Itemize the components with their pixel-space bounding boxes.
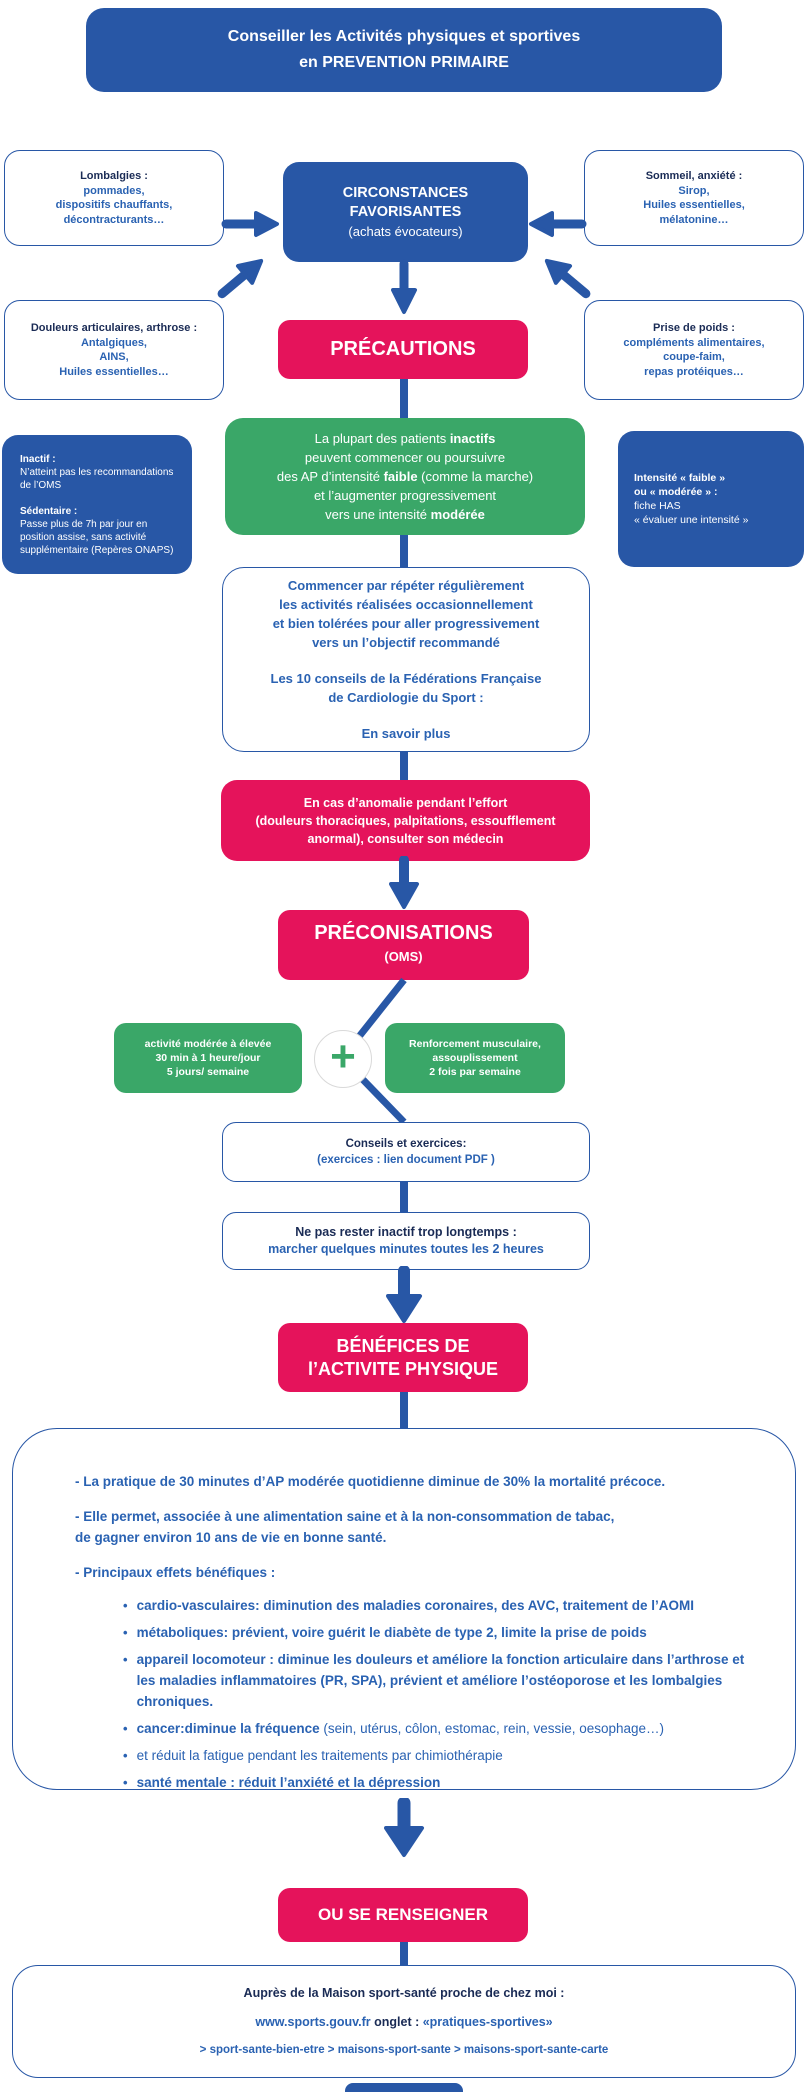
- arrow-left-sommeil-icon: [524, 207, 588, 241]
- arrow-right-lombalgies-icon: [220, 207, 284, 241]
- preconisations-title: PRÉCONISATIONS: [314, 922, 493, 944]
- benefices-p3: - Principaux effets bénéfiques :: [75, 1565, 276, 1580]
- douleurs-line: AINS,: [99, 351, 129, 363]
- lombalgies-box: [4, 150, 224, 246]
- arrow-down-benefices-icon: [378, 1266, 430, 1326]
- green-main-line3: des AP d’intensité faible (comme la marche): [276, 469, 534, 484]
- activite-line2: 30 min à 1 heure/jour: [155, 1052, 261, 1064]
- renforcement-line2: assouplissement: [432, 1052, 518, 1064]
- anomalie-line1: En cas d’anomalie pendant l’effort: [303, 795, 508, 810]
- commencer-line1: Commencer par répéter régulièrement: [287, 578, 525, 593]
- nepas-rester-box: [222, 1212, 590, 1270]
- bullet-cardio: • cardio-vasculaires: diminution des maladies coronaires, des AVC, traitement de l’AOMI: [123, 1598, 694, 1613]
- en-savoir-plus-link[interactable]: En savoir plus: [361, 726, 451, 741]
- benefices-bullet-list: [75, 1595, 755, 1799]
- maison-breadcrumb: > sport-sante-bien-etre > maisons-sport-sante > maisons-sport-sante-carte: [199, 2044, 609, 2056]
- precautions-box: [278, 320, 528, 379]
- intensite-definition-box: [618, 431, 804, 567]
- maison-sport-sante-box: [12, 1965, 796, 2078]
- commencer-line3: et bien tolérées pour aller progressivement: [272, 616, 540, 631]
- benefices-detail-box: [12, 1428, 796, 1790]
- plus-sign: +: [330, 1031, 356, 1081]
- bullet-metabolique: • métaboliques: prévient, voire guérit le diabète de type 2, limite la prise de poids: [123, 1625, 647, 1640]
- bullet-sante-mentale: • santé mentale : réduit l’anxiété et la dépression: [123, 1775, 441, 1790]
- commencer-box: [222, 567, 590, 752]
- anomalie-box: [221, 780, 590, 861]
- arrow-diagonal-poids-icon: [532, 248, 602, 306]
- green-main-line4: et l’augmenter progressivement: [313, 488, 497, 503]
- douleurs-heading: Douleurs articulaires, arthrose :: [30, 322, 198, 334]
- connector-renseigner-maison: [400, 1942, 408, 1965]
- plus-icon: [314, 1030, 372, 1088]
- bullet-locomoteur: • appareil locomoteur : diminue les douleurs et améliore la fonction articulaire dans l’arthrose et les maladies inflammatoires (PR, SPA), prévient et améliore l’ostéoporose et les lombalgies chroniques.: [123, 1652, 745, 1709]
- intensite-ref1: fiche HAS: [634, 500, 681, 512]
- circonstances-box: [283, 162, 528, 262]
- inactif-definition-box: [2, 435, 192, 574]
- poids-line: compléments alimentaires,: [623, 336, 765, 349]
- maison-line2: www.sports.gouv.fr onglet : «pratiques-sportives»: [255, 2015, 553, 2029]
- activite-moderee-box: [114, 1023, 302, 1093]
- patients-inactifs-box: [225, 418, 585, 535]
- connector-commencer-anomalie: [400, 752, 408, 780]
- douleurs-box: [4, 300, 224, 400]
- title-line2: en PREVENTION PRIMAIRE: [299, 54, 509, 71]
- preconisations-box: [278, 910, 529, 980]
- bullet-fatigue: • et réduit la fatigue pendant les traitements par chimiothérapie: [123, 1748, 503, 1763]
- pratiques-sportives-label: «pratiques-sportives»: [422, 2015, 553, 2029]
- anomalie-line3: anormal), consulter son médecin: [307, 831, 504, 846]
- renforcement-box: [385, 1023, 565, 1093]
- connector-benefices-detail: [400, 1392, 408, 1428]
- bottom-cutoff-box: [345, 2083, 463, 2092]
- benefices-title-line1: BÉNÉFICES DE: [336, 1335, 470, 1356]
- nepas-line1: Ne pas rester inactif trop longtemps :: [295, 1225, 517, 1239]
- conseils-exercices-box: [222, 1122, 590, 1182]
- poids-line: repas protéiques…: [644, 365, 744, 378]
- nepas-line2: marcher quelques minutes toutes les 2 heures: [268, 1242, 544, 1256]
- arrow-down-renseigner-icon: [376, 1798, 432, 1860]
- anomalie-line2: (douleurs thoraciques, palpitations, essoufflement: [255, 813, 556, 828]
- bullet-cancer: • cancer:diminue la fréquence (sein, utérus, côlon, estomac, rein, vessie, oesophage…): [123, 1721, 665, 1736]
- intensite-ref2: « évaluer une intensité »: [634, 514, 749, 526]
- lombalgies-line: dispositifs chauffants,: [55, 199, 173, 211]
- green-main-line2: peuvent commencer ou poursuivre: [304, 450, 506, 465]
- poids-heading: Prise de poids :: [653, 322, 735, 334]
- lombalgies-heading: Lombalgies :: [80, 170, 148, 182]
- sommeil-line: Huiles essentielles,: [643, 199, 745, 211]
- douleurs-line: Antalgiques,: [80, 336, 147, 349]
- renforcement-line3: 2 fois par semaine: [429, 1066, 521, 1078]
- commencer-line4: vers un l’objectif recommandé: [312, 635, 500, 650]
- poids-box: [584, 300, 804, 400]
- precautions-label: PRÉCAUTIONS: [330, 338, 476, 360]
- renforcement-line1: Renforcement musculaire,: [409, 1038, 541, 1050]
- benefices-p2-line2: de gagner environ 10 ans de vie en bonne santé.: [75, 1530, 387, 1545]
- green-main-line5: vers une intensité modérée: [325, 507, 485, 522]
- arrow-down-anomalie-icon: [382, 856, 426, 912]
- activite-line1: activité modérée à élevée: [144, 1038, 272, 1050]
- sports-gouv-link[interactable]: www.sports.gouv.fr: [255, 2015, 371, 2029]
- benefices-p2-line1: - Elle permet, associée à une alimentation saine et à la non-consommation de tabac,: [75, 1509, 615, 1524]
- preconisations-sub: (OMS): [384, 949, 423, 964]
- intensite-bold2: ou « modérée » :: [634, 486, 718, 498]
- connector-conseils-nepas: [400, 1182, 408, 1212]
- lombalgies-line: pommades,: [83, 184, 145, 197]
- activite-line3: 5 jours/ semaine: [166, 1066, 250, 1078]
- circonstances-line3: (achats évocateurs): [348, 223, 463, 239]
- circonstances-line1: CIRCONSTANCES: [342, 184, 469, 201]
- intensite-bold1: Intensité « faible »: [634, 472, 726, 484]
- page-title: [86, 8, 722, 92]
- lombalgies-line: décontracturants…: [63, 213, 165, 226]
- commencer-line2: les activités réalisées occasionnellement: [279, 597, 533, 612]
- green-main-line1: La plupart des patients inactifs: [314, 431, 496, 446]
- sommeil-heading: Sommeil, anxiété :: [645, 170, 743, 182]
- circonstances-line2: FAVORISANTES: [349, 203, 462, 220]
- connector-green-commencer: [400, 535, 408, 567]
- benefices-title-box: [278, 1323, 528, 1392]
- inactif-heading: Inactif :: [20, 453, 56, 465]
- poids-line: coupe-faim,: [663, 351, 725, 363]
- arrow-down-circonstances-icon: [384, 258, 424, 318]
- sedentaire-heading: Sédentaire :: [20, 505, 78, 517]
- douleurs-line: Huiles essentielles…: [59, 365, 169, 378]
- sedentaire-body: Passe plus de 7h par jour en position assise, sans activité supplémentaire (Repères ONAPS): [20, 518, 174, 556]
- benefices-p1: - La pratique de 30 minutes d’AP modérée quotidienne diminue de 30% la mortalité précoce.: [75, 1474, 666, 1489]
- conseils-ffc-line2: de Cardiologie du Sport :: [328, 690, 484, 705]
- sommeil-box: [584, 150, 804, 246]
- conseils-ffc-line1: Les 10 conseils de la Fédérations Française: [270, 671, 542, 686]
- arrow-diagonal-douleurs-icon: [206, 248, 276, 306]
- title-line1: Conseiller les Activités physiques et sportives: [227, 28, 581, 45]
- renseigner-box: [278, 1888, 528, 1942]
- connector-precautions-green: [400, 379, 408, 418]
- exercices-pdf-link[interactable]: (exercices : lien document PDF ): [317, 1154, 495, 1166]
- maison-line1: Auprès de la Maison sport-santé proche de chez moi :: [243, 1986, 565, 2000]
- sommeil-line: Sirop,: [678, 184, 710, 197]
- sommeil-line: mélatonine…: [659, 213, 729, 226]
- conseils-line1: Conseils et exercices:: [345, 1138, 467, 1150]
- inactif-body: N’atteint pas les recommandations de l’OMS: [20, 466, 174, 491]
- renseigner-label: OU SE RENSEIGNER: [317, 1905, 489, 1924]
- benefices-title-line2: l’ACTIVITE PHYSIQUE: [307, 1358, 499, 1379]
